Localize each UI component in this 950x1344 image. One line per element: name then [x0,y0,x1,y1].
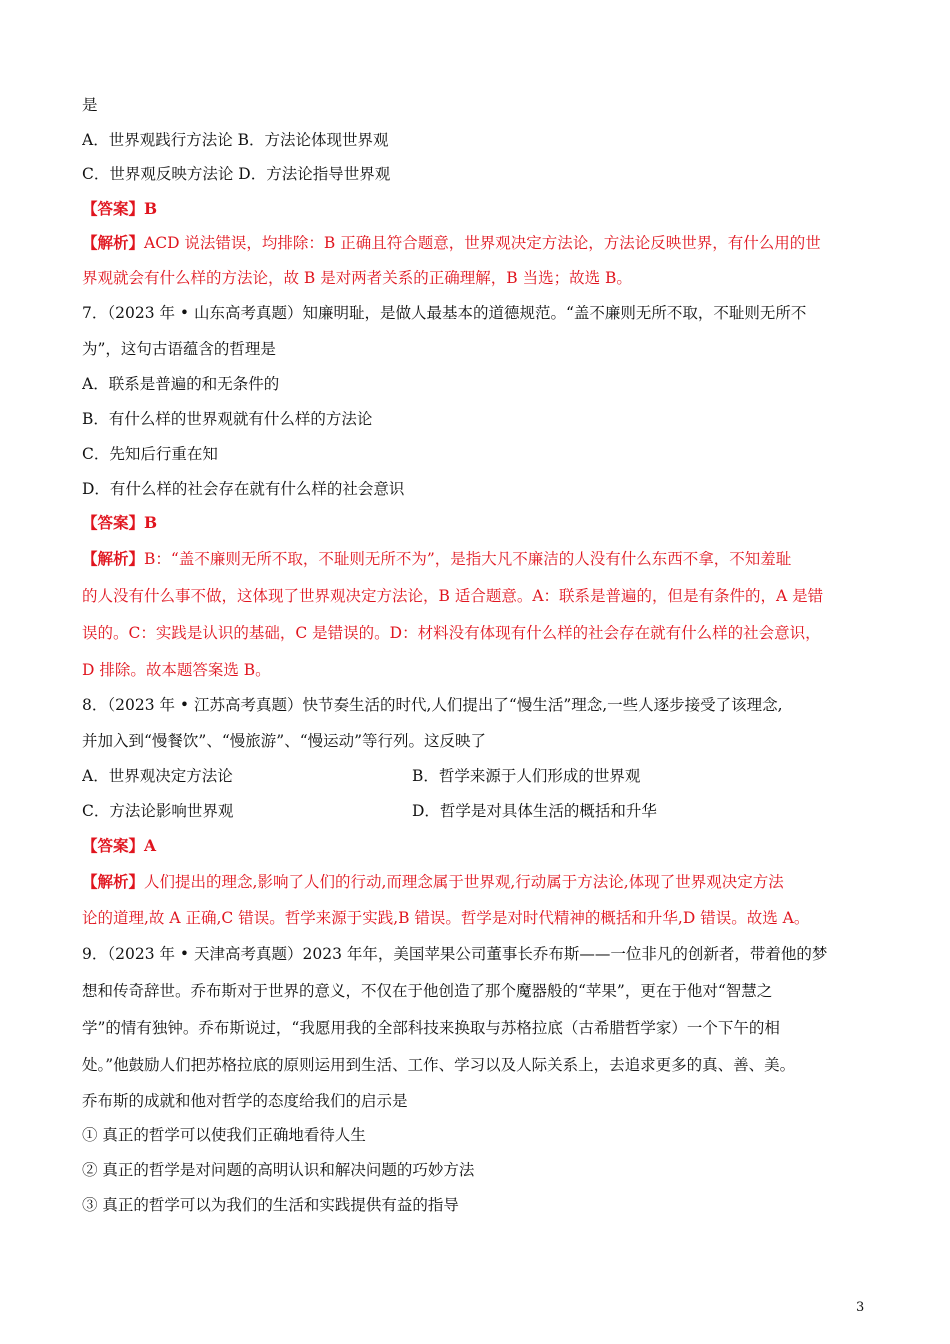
option-line: B．有什么样的世界观就有什么样的方法论 [82,410,373,428]
explanation-label: 【解析】 [82,872,145,891]
option-a: A．世界观决定方法论 [82,767,233,785]
answer-label: 【答案】 [82,513,145,532]
answer-value: A [144,836,157,855]
question-9-stem: 处。”他鼓励人们把苏格拉底的原则运用到生活、工作、学习以及人际关系上，去追求更多的真、善、美。 [82,1056,796,1074]
option-line: C．先知后行重在知 [82,445,218,463]
question-continuation: 是 [82,96,98,114]
answer-label: 【答案】 [82,836,145,855]
answer-line [82,198,872,220]
question-7-stem: 7．（2023 年 • 山东高考真题）知廉明耻，是做人最基本的道德规范。“盖不廉则无所不取，不耻则无所不 [82,304,807,322]
statement-3: ③ 真正的哲学可以为我们的生活和实践提供有益的指导 [82,1196,459,1214]
option-line: A．世界观践行方法论 B．方法论体现世界观 [82,131,389,149]
explanation-text: ACD 说法错误，均排除：B 正确且符合题意，世界观决定方法论，方法论反映世界，有什么用的世 [144,234,821,252]
question-9-stem: 乔布斯的成就和他对哲学的态度给我们的启示是 [82,1092,408,1110]
option-row [82,800,872,822]
question-8-stem: 并加入到“慢餐饮”、“慢旅游”、“慢运动”等行列。这反映了 [82,732,487,750]
option-b: B．哲学来源于人们形成的世界观 [412,767,641,785]
question-9-stem: 9．（2023 年 • 天津高考真题）2023 年年，美国苹果公司董事长乔布斯——一位非凡的创新者，带着他的梦 [82,945,828,963]
explanation-line: D 排除。故本题答案选 B。 [82,661,271,679]
explanation-line [82,548,872,570]
explanation-line [82,232,872,254]
explanation-line: 界观就会有什么样的方法论，故 B 是对两者关系的正确理解，B 当选；故选 B。 [82,269,632,287]
statement-1: ① 真正的哲学可以使我们正确地看待人生 [82,1126,366,1144]
answer-value: B [144,513,158,532]
answer-value: B [144,199,158,218]
option-line: A．联系是普遍的和无条件的 [82,375,280,393]
statement-2: ② 真正的哲学是对问题的高明认识和解决问题的巧妙方法 [82,1161,475,1179]
option-c: C．方法论影响世界观 [82,802,234,820]
answer-label: 【答案】 [82,199,145,218]
explanation-line [82,871,872,893]
explanation-label: 【解析】 [82,549,145,568]
answer-line [82,512,872,534]
explanation-text: 人们提出的理念,影响了人们的行动,而理念属于世界观,行动属于方法论,体现了世界观决定方法 [144,873,784,891]
explanation-line: 的人没有什么事不做，这体现了世界观决定方法论，B 适合题意。A：联系是普遍的，但是有条件的，A 是错 [82,587,824,605]
question-9-stem: 想和传奇辞世。乔布斯对于世界的意义，不仅在于他创造了那个魔器般的“苹果”，更在于他对“智慧之 [82,982,773,1000]
option-line: C．世界观反映方法论 D．方法论指导世界观 [82,165,391,183]
explanation-text: B：“盖不廉则无所不取，不耻则无所不为”，是指大凡不廉洁的人没有什么东西不拿，不知羞耻 [144,550,792,568]
explanation-label: 【解析】 [82,233,145,252]
option-d: D．哲学是对具体生活的概括和升华 [412,802,657,820]
option-line: D．有什么样的社会存在就有什么样的社会意识 [82,480,405,498]
question-8-stem: 8．（2023 年 • 江苏高考真题）快节奏生活的时代,人们提出了“慢生活”理念,一些人逐步接受了该理念, [82,696,783,714]
option-row [82,765,872,787]
explanation-line: 论的道理,故 A 正确,C 错误。哲学来源于实践,B 错误。哲学是对时代精神的概括和升华,D 错误。故选 A。 [82,909,810,927]
question-7-stem: 为”，这句古语蕴含的哲理是 [82,340,276,358]
question-9-stem: 学”的情有独钟。乔布斯说过，“我愿用我的全部科技来换取与苏格拉底（古希腊哲学家）一个下午的相 [82,1019,780,1037]
page-number: 3 [856,1300,865,1315]
answer-line [82,835,872,857]
explanation-line: 误的。C：实践是认识的基础，C 是错误的。D：材料没有体现有什么样的社会存在就有什么样的社会意识， [82,624,821,642]
